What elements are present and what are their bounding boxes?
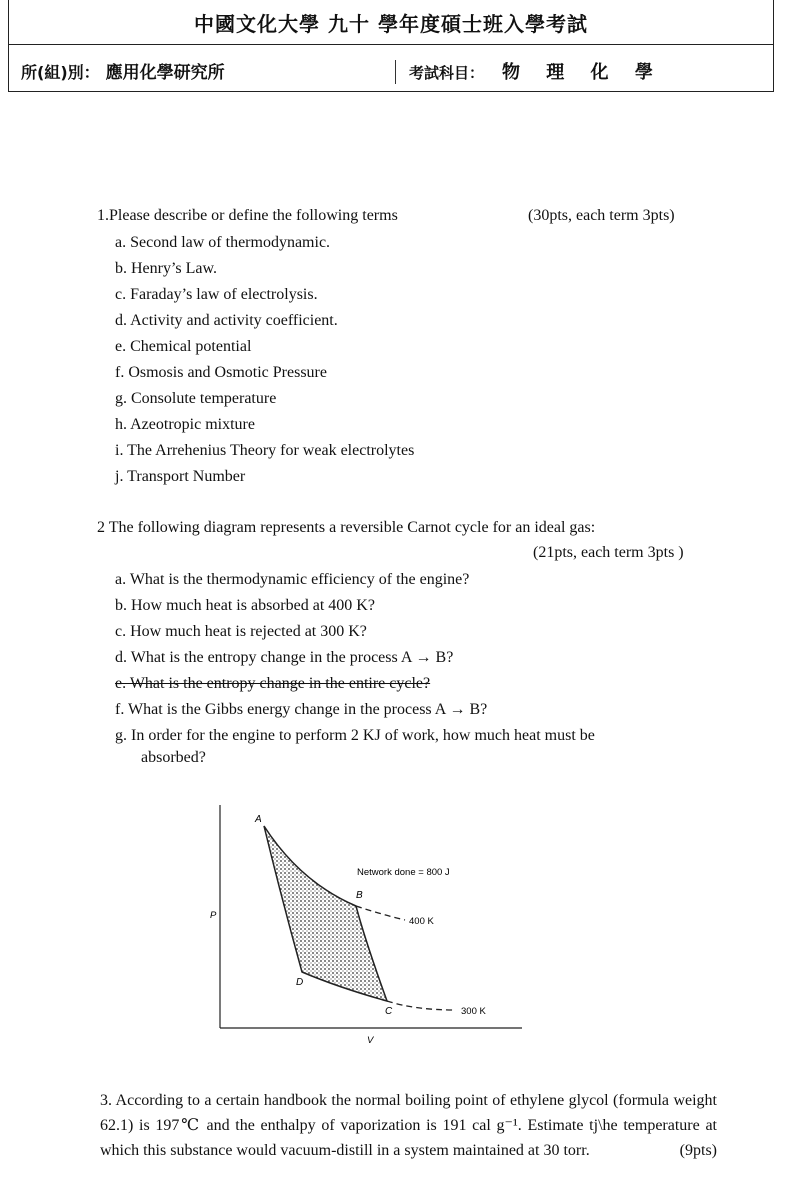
cycle-area — [264, 826, 387, 1001]
question-3-points: (9pts) — [679, 1142, 717, 1159]
department-label: 所(組)別： — [21, 63, 100, 82]
list-item — [115, 725, 695, 773]
question-1-title: 1.Please describe or define the following terms — [97, 207, 398, 224]
header-divider — [395, 60, 396, 84]
point-d-label: D — [296, 977, 304, 988]
list-item: f. What is the Gibbs energy change in the process A → B? — [115, 701, 488, 718]
list-item: i. The Arrehenius Theory for weak electrolytes — [115, 442, 415, 459]
question-2-points: (21pts, each term 3pts ) — [533, 544, 684, 561]
list-item-text: g. In order for the engine to perform 2 KJ of work, how much heat must be — [115, 727, 595, 744]
list-item: c. Faraday’s law of electrolysis. — [115, 286, 318, 303]
list-item: h. Azeotropic mixture — [115, 416, 255, 433]
list-item: f. Osmosis and Osmotic Pressure — [115, 364, 327, 381]
point-b-label: B — [356, 890, 363, 901]
carnot-cycle-diagram — [200, 800, 530, 1050]
isotherm-300k-extension — [387, 1001, 455, 1010]
list-item: a. What is the thermodynamic efficiency of the engine? — [115, 571, 470, 588]
question-3 — [100, 1088, 717, 1163]
question-3-text: 3. According to a certain handbook the normal boiling point of ethylene glycol (formula weight 62.1) is 197℃ and the enthalpy of vaporization is 191 cal g⁻¹. Estimate tj\he temperature at which this substance would vacuum-distill in a system maintained at 30 torr. — [100, 1092, 717, 1159]
subject-field — [409, 58, 663, 84]
network-done-label: Network done = 800 J — [357, 867, 450, 878]
struck-text: e. What is the entropy change in the entire cycle? — [115, 675, 431, 692]
list-item-struck — [115, 673, 695, 699]
exam-title: 中國文化大學 九十 學年度碩士班入學考試 — [9, 0, 773, 45]
list-item-continuation: absorbed? — [141, 749, 206, 766]
list-item: b. How much heat is absorbed at 400 K? — [115, 597, 375, 614]
isotherm-300k-label: 300 K — [461, 1006, 486, 1017]
question-2-title: 2 The following diagram represents a reversible Carnot cycle for an ideal gas: — [97, 519, 596, 536]
list-item: d. What is the entropy change in the process A → B? — [115, 649, 454, 666]
department-value: 應用化學研究所 — [105, 63, 225, 83]
list-item: c. How much heat is rejected at 300 K? — [115, 623, 367, 640]
list-item: d. Activity and activity coefficient. — [115, 312, 338, 329]
question-2-items — [115, 569, 695, 773]
isotherm-400k-extension — [356, 906, 405, 920]
point-c-label: C — [385, 1006, 393, 1017]
p-axis-label: P — [210, 910, 217, 921]
list-item: j. Transport Number — [115, 468, 246, 485]
isotherm-400k-label: 400 K — [409, 916, 434, 927]
point-a-label: A — [255, 814, 262, 825]
department-field — [21, 58, 225, 83]
list-item: e. Chemical potential — [115, 338, 252, 355]
subject-label: 考試科目： — [409, 64, 485, 82]
list-item: g. Consolute temperature — [115, 390, 277, 407]
v-axis-label: V — [367, 1035, 374, 1046]
list-item: b. Henry’s Law. — [115, 260, 218, 277]
question-1-points: (30pts, each term 3pts) — [528, 207, 675, 224]
subject-value: 物 理 化 學 — [502, 62, 663, 83]
question-1-items — [115, 232, 414, 492]
exam-header — [8, 0, 774, 92]
list-item: a. Second law of thermodynamic. — [115, 234, 331, 251]
